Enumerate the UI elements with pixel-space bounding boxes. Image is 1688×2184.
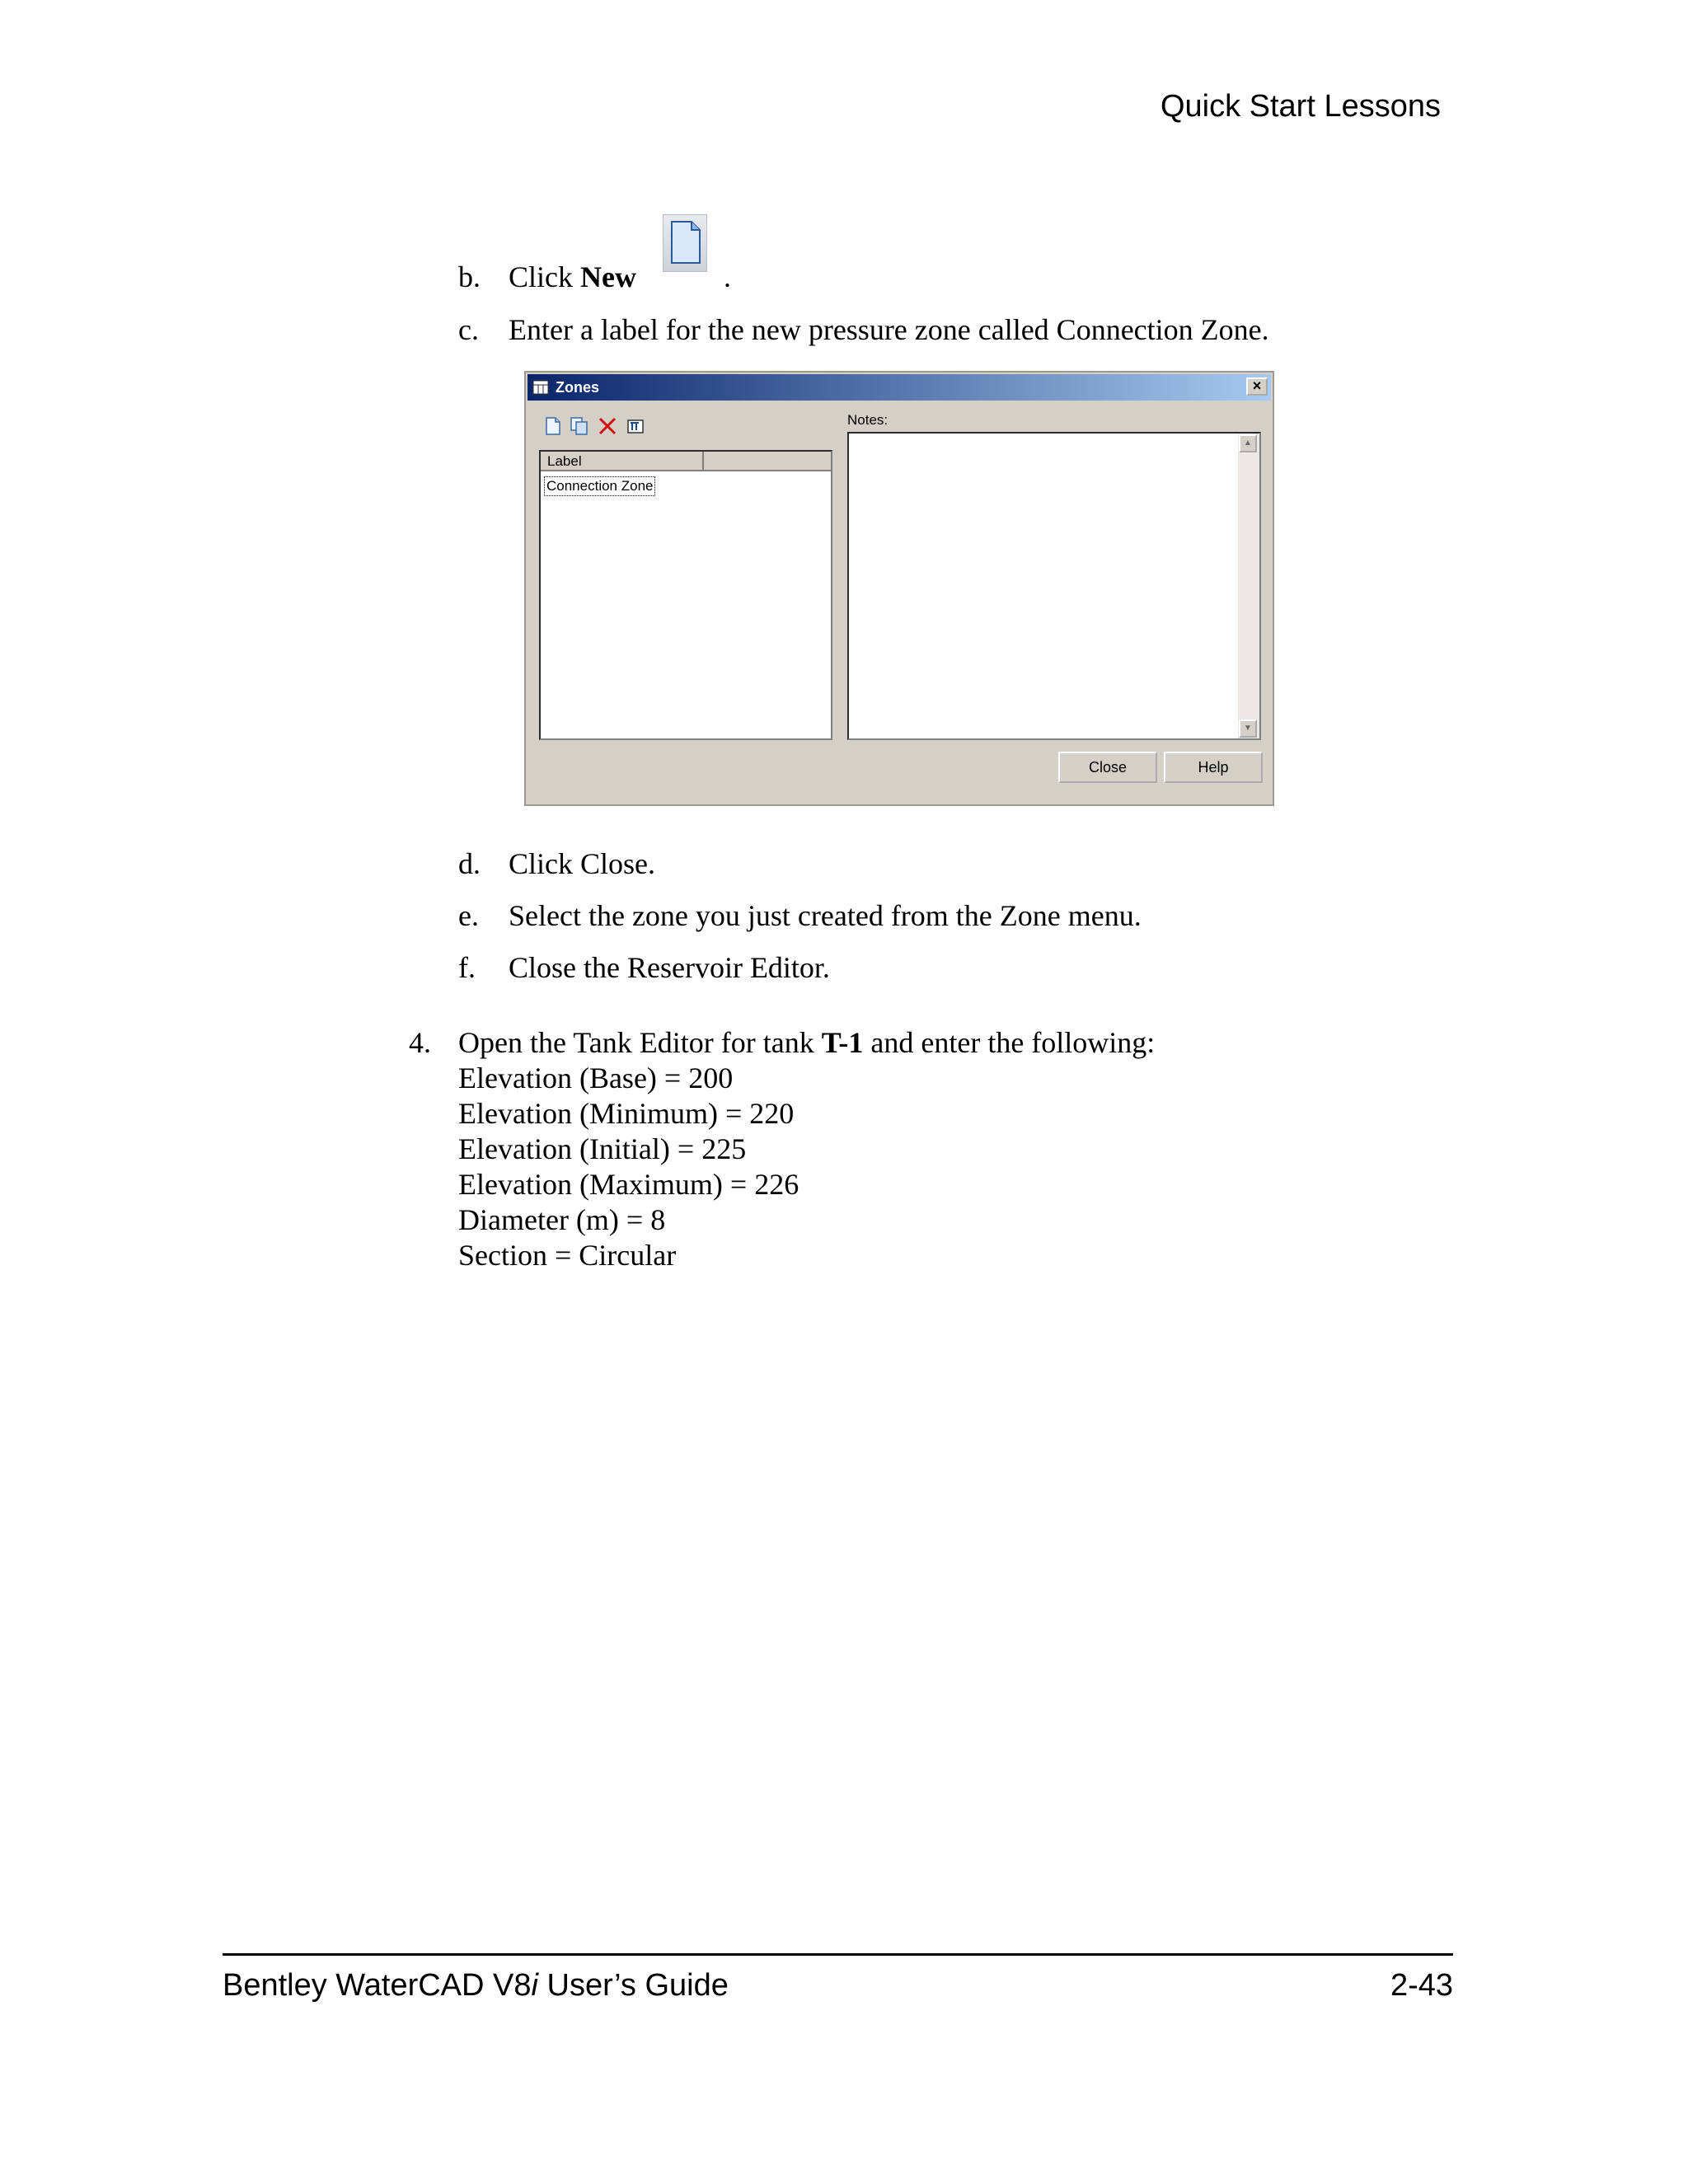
zones-list[interactable]	[539, 450, 832, 740]
scroll-up-icon[interactable]: ▲	[1239, 434, 1257, 452]
step-b-period: .	[724, 260, 731, 293]
new-icon[interactable]	[542, 415, 564, 437]
tank-value-line: Elevation (Base) = 200	[458, 1062, 734, 1094]
step-b-marker: b.	[458, 260, 481, 293]
footer-guide-title: Bentley WaterCAD V8i User’s Guide	[223, 1968, 729, 2003]
running-header: Quick Start Lessons	[1160, 89, 1441, 124]
tank-value-line: Elevation (Minimum) = 220	[458, 1097, 795, 1130]
zones-app-icon	[532, 380, 549, 395]
scroll-down-icon[interactable]: ▼	[1239, 719, 1257, 738]
duplicate-icon[interactable]	[569, 415, 590, 437]
dialog-titlebar	[528, 374, 1271, 401]
notes-scrollbar[interactable]	[1238, 434, 1259, 738]
zones-dialog	[524, 371, 1274, 806]
new-document-icon	[663, 214, 707, 272]
empty-column-header[interactable]	[704, 452, 831, 471]
step-d-text: Click Close.	[509, 847, 655, 880]
tank-value-line: Section = Circular	[458, 1239, 677, 1272]
dialog-close-icon[interactable]: ×	[1246, 377, 1268, 396]
close-button[interactable]: Close	[1058, 752, 1157, 783]
step-e-marker: e.	[458, 899, 479, 932]
step-c-text: Enter a label for the new pressure zone called Connection Zone.	[509, 313, 1269, 346]
notes-textarea[interactable]	[847, 432, 1261, 740]
step-d-marker: d.	[458, 847, 481, 880]
step-4-text: Open the Tank Editor for tank T-1 and enter the following:	[458, 1026, 1156, 1059]
rename-icon[interactable]	[625, 415, 646, 437]
step-c-marker: c.	[458, 313, 479, 346]
tank-id: T-1	[821, 1026, 864, 1059]
zone-row-label[interactable]: Connection Zone	[544, 476, 655, 496]
delete-icon[interactable]	[597, 415, 618, 437]
step-e-text: Select the zone you just created from the Zone menu.	[509, 899, 1142, 932]
notes-label: Notes:	[847, 412, 889, 428]
tank-value-line: Elevation (Maximum) = 226	[458, 1168, 799, 1201]
step-f-text: Close the Reservoir Editor.	[509, 951, 830, 984]
help-button[interactable]: Help	[1164, 752, 1263, 783]
page-number: 2-43	[1390, 1968, 1453, 2003]
tank-value-line: Diameter (m) = 8	[458, 1203, 666, 1236]
dialog-title: Zones	[556, 379, 600, 396]
tank-value-line: Elevation (Initial) = 225	[458, 1132, 747, 1165]
footer-rule	[223, 1953, 1453, 1956]
new-command-label: New	[580, 260, 636, 293]
step-b-text: Click New	[509, 260, 636, 293]
step-4-marker: 4.	[409, 1026, 431, 1059]
label-column-header[interactable]: Label	[541, 452, 704, 471]
step-f-marker: f.	[458, 951, 476, 984]
